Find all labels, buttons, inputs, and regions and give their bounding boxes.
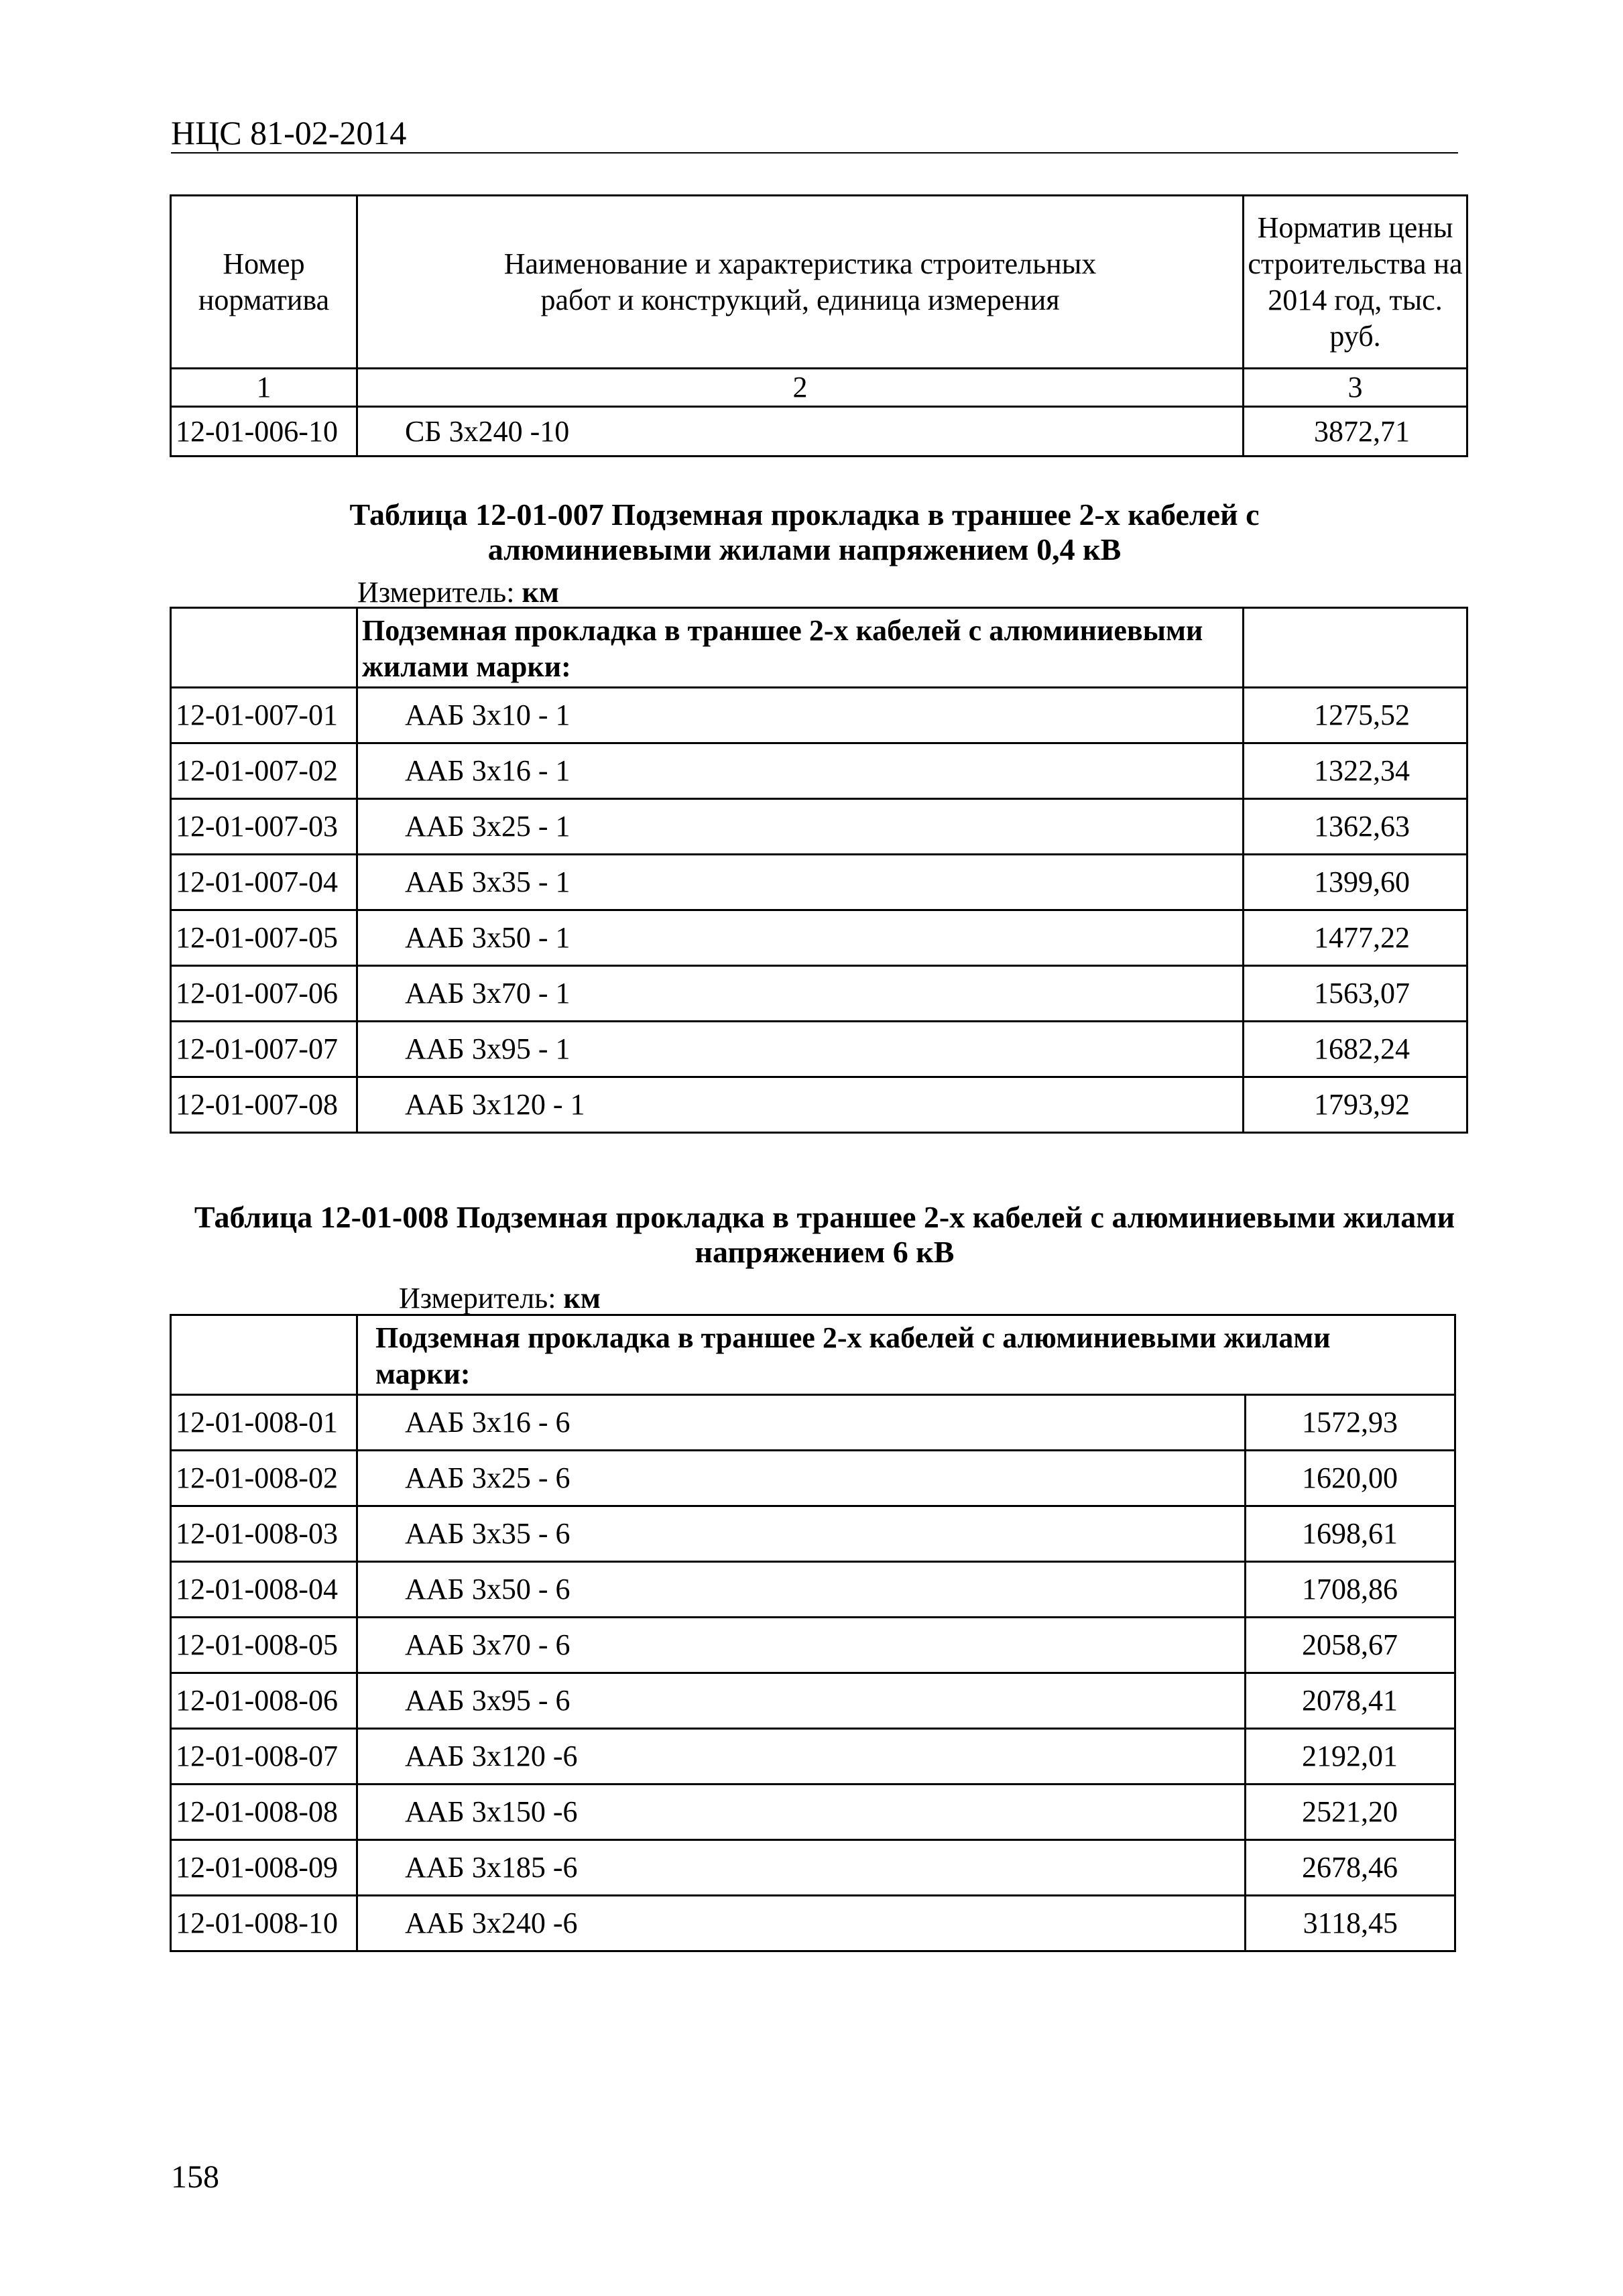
row-name: ААБ 3х70 - 1 — [357, 966, 1244, 1022]
table-row — [171, 1562, 1455, 1618]
table-row — [171, 407, 1467, 457]
row-name: ААБ 3х95 - 1 — [357, 1022, 1244, 1077]
column-numbers-row — [171, 369, 1467, 407]
empty-cell — [171, 608, 357, 688]
row-price: 1362,63 — [1244, 799, 1467, 855]
row-price: 1572,93 — [1246, 1395, 1455, 1451]
table-008-caption — [134, 1200, 1515, 1270]
column-header-price: Норматив цены строительства на 2014 год, тыс. руб. — [1244, 196, 1467, 369]
unit-label: Измеритель: — [399, 1282, 556, 1315]
row-price: 1682,24 — [1244, 1022, 1467, 1077]
row-code: 12-01-007-02 — [171, 743, 357, 799]
row-price: 1275,52 — [1244, 688, 1467, 743]
empty-cell — [1244, 608, 1467, 688]
table-row — [171, 1022, 1467, 1077]
header-divider — [171, 152, 1458, 154]
row-name: ААБ 3х185 -6 — [357, 1840, 1246, 1896]
table-row — [171, 1785, 1455, 1840]
column-number: 3 — [1244, 369, 1467, 407]
row-name: ААБ 3х240 -6 — [357, 1896, 1246, 1951]
table-008-caption-line2: напряжением 6 кВ — [695, 1235, 955, 1269]
row-code: 12-01-007-03 — [171, 799, 357, 855]
row-name: ААБ 3х25 - 1 — [357, 799, 1244, 855]
row-name: СБ 3х240 -10 — [357, 407, 1244, 457]
unit-value: км — [522, 576, 559, 609]
subheader-row — [171, 1315, 1455, 1395]
row-code: 12-01-007-01 — [171, 688, 357, 743]
row-name: ААБ 3х16 - 6 — [357, 1395, 1246, 1451]
column-number: 1 — [171, 369, 357, 407]
column-headers-row — [171, 196, 1467, 369]
table-row — [171, 799, 1467, 855]
row-code: 12-01-007-08 — [171, 1077, 357, 1133]
row-code: 12-01-008-05 — [171, 1618, 357, 1673]
row-code: 12-01-008-07 — [171, 1729, 357, 1785]
table-row — [171, 1673, 1455, 1729]
table-007 — [170, 607, 1468, 1134]
column-header-name-text: Наименование и характеристика строительных работ и конструкций, единица измерения — [503, 247, 1097, 316]
row-name: ААБ 3х25 - 6 — [357, 1451, 1246, 1506]
row-price: 1698,61 — [1246, 1506, 1455, 1562]
table-007-unit — [357, 577, 559, 609]
table-row — [171, 1506, 1455, 1562]
unit-label: Измеритель: — [357, 576, 515, 609]
main-table — [170, 194, 1468, 457]
table-row — [171, 1840, 1455, 1896]
table-row — [171, 855, 1467, 910]
row-name: ААБ 3х95 - 6 — [357, 1673, 1246, 1729]
table-row — [171, 1451, 1455, 1506]
row-price: 1708,86 — [1246, 1562, 1455, 1618]
row-code: 12-01-007-05 — [171, 910, 357, 966]
row-code: 12-01-008-06 — [171, 1673, 357, 1729]
table-008-caption-line1: Таблица 12-01-008 Подземная прокладка в траншее 2-х кабелей с алюминиевыми жилами — [194, 1200, 1455, 1234]
row-name: ААБ 3х35 - 6 — [357, 1506, 1246, 1562]
row-code: 12-01-006-10 — [171, 407, 357, 457]
row-price: 1399,60 — [1244, 855, 1467, 910]
table-008 — [170, 1314, 1456, 1952]
column-number: 2 — [357, 369, 1244, 407]
row-price: 3118,45 — [1246, 1896, 1455, 1951]
row-price: 3872,71 — [1244, 407, 1467, 457]
column-header-code: Номер норматива — [171, 196, 357, 369]
row-code: 12-01-007-04 — [171, 855, 357, 910]
column-header-name — [357, 196, 1244, 369]
page-number: 158 — [171, 2159, 219, 2195]
row-name: ААБ 3х70 - 6 — [357, 1618, 1246, 1673]
row-code: 12-01-008-01 — [171, 1395, 357, 1451]
subheader-row — [171, 608, 1467, 688]
table-row — [171, 910, 1467, 966]
table-row — [171, 743, 1467, 799]
row-name: ААБ 3х120 - 1 — [357, 1077, 1244, 1133]
row-code: 12-01-008-02 — [171, 1451, 357, 1506]
row-name: ААБ 3х120 -6 — [357, 1729, 1246, 1785]
table-row — [171, 1729, 1455, 1785]
table-007-caption — [282, 497, 1327, 567]
row-code: 12-01-008-04 — [171, 1562, 357, 1618]
unit-value: км — [563, 1282, 601, 1315]
row-code: 12-01-008-10 — [171, 1896, 357, 1951]
row-price: 1322,34 — [1244, 743, 1467, 799]
table-row — [171, 1395, 1455, 1451]
row-name: ААБ 3х50 - 6 — [357, 1562, 1246, 1618]
table-row — [171, 688, 1467, 743]
row-name: ААБ 3х16 - 1 — [357, 743, 1244, 799]
row-code: 12-01-008-08 — [171, 1785, 357, 1840]
document-header-title: НЦС 81-02-2014 — [171, 114, 407, 152]
table-row — [171, 1896, 1455, 1951]
row-code: 12-01-007-07 — [171, 1022, 357, 1077]
table-row — [171, 1077, 1467, 1133]
table-007-subheader: Подземная прокладка в траншее 2-х кабелей с алюминиевыми жилами марки: — [357, 608, 1244, 688]
row-name: ААБ 3х10 - 1 — [357, 688, 1244, 743]
row-price: 2192,01 — [1246, 1729, 1455, 1785]
row-name: ААБ 3х35 - 1 — [357, 855, 1244, 910]
row-price: 2521,20 — [1246, 1785, 1455, 1840]
row-price: 1477,22 — [1244, 910, 1467, 966]
row-code: 12-01-008-03 — [171, 1506, 357, 1562]
table-row — [171, 1618, 1455, 1673]
empty-cell — [171, 1315, 357, 1395]
table-007-caption-line1: Таблица 12-01-007 Подземная прокладка в траншее 2-х кабелей с — [349, 497, 1260, 532]
table-007-caption-line2: алюминиевыми жилами напряжением 0,4 кВ — [487, 532, 1122, 566]
table-008-unit — [399, 1282, 601, 1315]
table-008-subheader: Подземная прокладка в траншее 2-х кабелей с алюминиевыми жилами марки: — [357, 1315, 1455, 1395]
table-row — [171, 966, 1467, 1022]
row-price: 1620,00 — [1246, 1451, 1455, 1506]
row-code: 12-01-007-06 — [171, 966, 357, 1022]
row-name: ААБ 3х50 - 1 — [357, 910, 1244, 966]
row-code: 12-01-008-09 — [171, 1840, 357, 1896]
row-price: 2678,46 — [1246, 1840, 1455, 1896]
row-price: 1793,92 — [1244, 1077, 1467, 1133]
row-price: 2058,67 — [1246, 1618, 1455, 1673]
row-price: 1563,07 — [1244, 966, 1467, 1022]
row-price: 2078,41 — [1246, 1673, 1455, 1729]
row-name: ААБ 3х150 -6 — [357, 1785, 1246, 1840]
